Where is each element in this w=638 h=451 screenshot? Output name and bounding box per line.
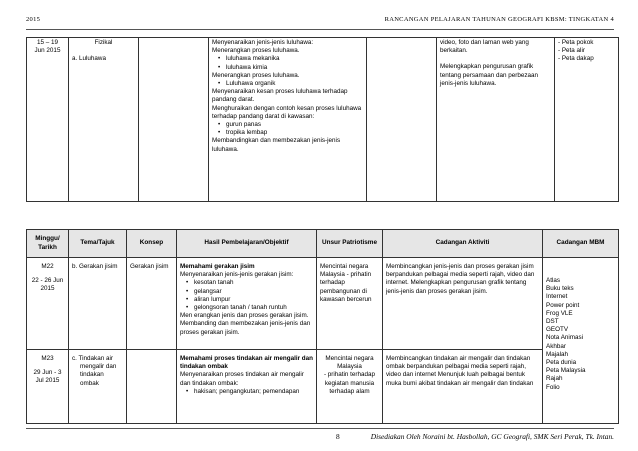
week-number: M22 — [41, 263, 54, 270]
week-date: 22 - 26 Jun 2015 — [31, 277, 64, 293]
list-item: • gelongsoran tanah / tanah runtuh — [180, 304, 313, 312]
outcome-list — [212, 121, 363, 137]
bbm-item: Buku teks — [546, 285, 574, 293]
activity-text: Membincangkan tindakan air mengalir dan tindakan ombak berpandukan pelbagai media seperti rajah, video dan internet Menunjuk luah pelbagai bentuk muka bumi akibat tindakan air mengalir dan tindakan — [386, 355, 534, 387]
outcome-line: Men erangkan jenis dan proses gerakan jisim. — [180, 312, 309, 320]
bbm-item: Majalah — [546, 350, 569, 358]
footer-credit: Disediakan Oleh Noraini bt. Hasbollah, GC Geografi, SMK Seri Perak, Tk. Intan. — [370, 432, 614, 441]
topic-title: a. Luluhawa — [72, 55, 106, 63]
table-row — [27, 258, 619, 350]
outcome-list — [180, 388, 313, 396]
list-item: • tropika lembap — [212, 129, 363, 137]
patriotism-text: terhadap alam — [329, 387, 370, 395]
bbm-list — [546, 277, 615, 392]
header-title: RANCANGAN PELAJARAN TAHUNAN GEOGRAFI KBSM: TINGKATAN 4 — [384, 16, 614, 23]
bbm-item: Akhbar — [546, 342, 566, 350]
theme-cell — [69, 350, 127, 424]
bbm-cell — [555, 38, 619, 202]
footer-divider — [26, 428, 614, 429]
outcome-cell — [209, 38, 367, 202]
theme-cell — [69, 258, 127, 350]
patriotism-cell — [367, 38, 437, 202]
week-range: 15 – 19 — [36, 39, 58, 46]
table-row — [27, 350, 619, 424]
topic-title: tindakan ombak — [80, 371, 104, 387]
week-cell — [27, 350, 69, 424]
col-header-week: Minggu/ Tarikh — [27, 230, 69, 258]
outcome-cell — [177, 258, 317, 350]
bbm-item: Rajah — [546, 375, 563, 383]
outcome-list — [180, 279, 313, 312]
bbm-item: Internet — [546, 293, 568, 301]
list-item: • gurun panas — [212, 121, 363, 129]
week-number: M23 — [41, 355, 54, 362]
theme-title: Fizikal — [94, 39, 113, 46]
outcome-line: Menerangkan proses luluhawa. — [212, 47, 300, 55]
patriotism-text: - prihatin terhadap — [323, 371, 376, 379]
week-month: Jun 2015 — [34, 47, 61, 55]
patriotism-text: Mencintai negara Malaysia - prihatin terhadap pembangunan di kawasan bercerun — [320, 263, 372, 303]
outcome-list — [212, 55, 363, 71]
activity-text: Melengkapkan pengurusan grafik tentang persamaan dan perbezaan jenis-jenis luluhawa. — [440, 63, 539, 87]
bbm-item: Atlas — [546, 277, 560, 284]
week-cell — [27, 258, 69, 350]
col-header-outcome: Hasil Pembelajaran/Objektif — [177, 230, 317, 258]
theme-cell — [69, 38, 139, 202]
list-item: • Luluhawa organik — [212, 80, 363, 88]
outcome-line: Menghuraikan dengan contoh kesan proses luluhawa terhadap pandang darat di kawasan: — [212, 104, 362, 120]
col-header-concept: Konsep — [127, 230, 177, 258]
bbm-cell — [543, 258, 619, 424]
bbm-item: - Peta alir — [558, 47, 585, 55]
page-number: 8 — [336, 432, 340, 441]
table-row — [27, 38, 619, 202]
bbm-item: DST — [546, 318, 559, 326]
outcome-line: Menyenaraikan jenis-jenis gerakan jisim: — [180, 271, 294, 279]
list-item: • aliran lumpur — [180, 296, 313, 304]
list-item: • luluhawa kimia — [212, 64, 363, 72]
col-header-activity: Cadangan Aktiviti — [383, 230, 543, 258]
outcome-line: Membandingkan dan membezakan jenis-jenis luluhawa. — [212, 137, 341, 153]
plan-table-continued — [26, 37, 619, 202]
col-header-bbm: Cadangan MBM — [543, 230, 619, 258]
list-item: • gelangsar — [180, 288, 313, 296]
bbm-item: Frog VLE — [546, 309, 573, 317]
header-year: 2015 — [26, 16, 41, 23]
list-item: • luluhawa mekanika — [212, 55, 363, 63]
week-cell — [27, 38, 69, 202]
outcome-title: Memahami gerakan jisim — [180, 263, 255, 270]
outcome-line: Membanding dan membezakan jenis-jenis dan proses gerakan jisim. — [180, 320, 311, 336]
patriotism-cell — [317, 258, 383, 350]
patriotism-cell — [317, 350, 383, 424]
patriotism-text: kegiatan manusia — [324, 379, 375, 387]
activity-cell — [383, 258, 543, 350]
table-header-row — [27, 230, 619, 258]
outcome-line: Menyenaraikan proses tindakan air mengalir dan tindakan ombak: — [180, 371, 304, 387]
plan-table — [26, 229, 619, 424]
activity-cell — [383, 350, 543, 424]
outcome-line: Menyenaraikan jenis-jenis luluhawa: — [212, 39, 314, 46]
topic-title: c. Tindakan air — [72, 355, 113, 362]
bbm-item: Peta dunia — [546, 359, 577, 367]
bbm-item: Peta Malaysia — [546, 367, 586, 375]
col-header-theme: Tema/Tajuk — [69, 230, 127, 258]
outcome-line: Menyenaraikan kesan proses luluhawa terhadap pandang darat. — [212, 88, 348, 104]
outcome-line: Menerangkan proses luluhawa. — [212, 71, 300, 79]
concept-cell — [127, 350, 177, 424]
concept-cell — [139, 38, 209, 202]
bbm-item: Nota Animasi — [546, 334, 584, 342]
activity-text: Membincangkan jenis-jenis dan proses gerakan jisim berpandukan pelbagai media seperti rajah, video dan internet. Melengkapkan pengurusan grafik tentang jenis-jenis dan proses gerakan jisim. — [386, 263, 535, 295]
list-item: • hakisan; pengangkutan; pemendapan — [180, 388, 313, 396]
bbm-item: Power point — [546, 301, 580, 309]
page-footer — [26, 432, 614, 446]
activity-cell — [437, 38, 555, 202]
concept-cell — [127, 258, 177, 350]
concept-text: Gerakan jisim — [130, 263, 169, 270]
bbm-item: GEOTV — [546, 326, 569, 334]
bbm-item: Folio — [546, 383, 560, 391]
list-item: • kesotan tanah — [180, 279, 313, 287]
topic-title: b. Gerakan jisim — [72, 263, 118, 270]
col-header-patriotism: Unsur Patriotisme — [317, 230, 383, 258]
bbm-item: - Peta pokok — [558, 39, 594, 46]
activity-text: video, foto dan laman web yang berkaitan. — [440, 39, 529, 55]
outcome-list — [212, 80, 363, 88]
page-header — [26, 16, 614, 30]
outcome-title: Memahami proses tindakan air mengalir dan tindakan ombak — [180, 355, 313, 371]
header-divider — [26, 29, 614, 30]
topic-title: mengalir dan — [80, 363, 117, 371]
patriotism-text: Mencintai negara — [325, 355, 374, 362]
bbm-item: - Peta dakap — [558, 55, 594, 63]
outcome-cell — [177, 350, 317, 424]
week-date: 29 Jun - 3 Jul 2015 — [33, 369, 62, 385]
patriotism-text: Malaysia — [337, 363, 362, 371]
